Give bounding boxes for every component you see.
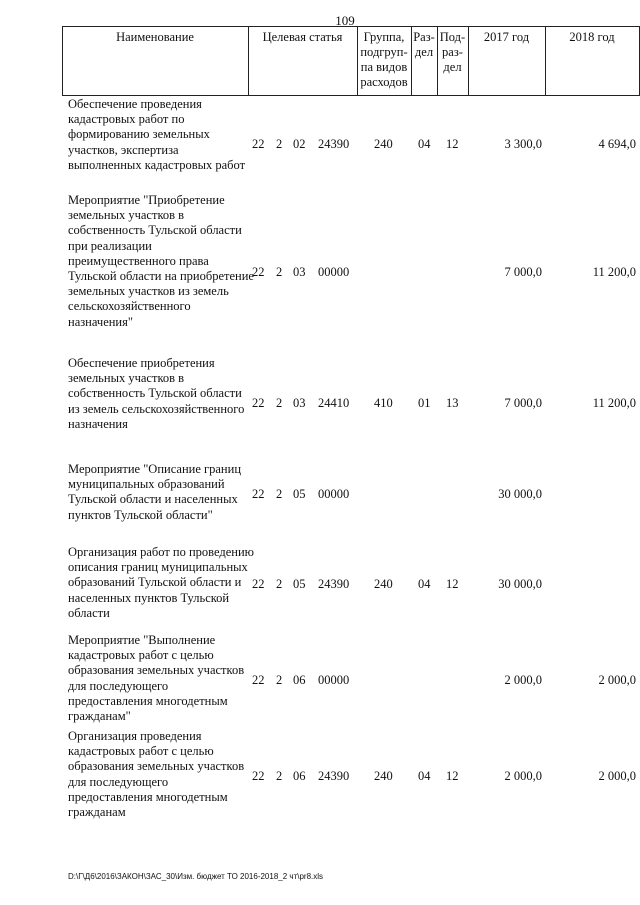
value-2018: 4 694,0 bbox=[598, 137, 636, 151]
target-code-4: 00000 bbox=[318, 673, 350, 687]
target-code-4: 24390 bbox=[318, 137, 350, 151]
value-2018: 11 200,0 bbox=[592, 396, 636, 410]
row-name: Обеспечение проведения кадастровых работ по формированию земельных участков, экспертиза выполненных кадастровых работ bbox=[68, 97, 246, 172]
target-code-3: 05 bbox=[293, 487, 306, 501]
group-code: 240 bbox=[374, 577, 393, 591]
target-code-1: 22 bbox=[252, 577, 265, 591]
table-row bbox=[0, 633, 640, 728]
header-subsection-line: Под- bbox=[439, 30, 466, 44]
row-name: Организация проведения кадастровых работ с целью образования земельных участков для последующего предоставления многодетным гражданам bbox=[68, 729, 245, 820]
row-name: Мероприятие "Приобретение земельных участков в собственность Тульской области при реализации преимущественного права Тульской области на приобретение земельных участков из земель сельскохозяйственного назначения" bbox=[68, 193, 254, 329]
value-2017: 2 000,0 bbox=[504, 673, 542, 687]
target-code-3: 03 bbox=[293, 265, 306, 279]
target-code-3: 06 bbox=[293, 769, 306, 783]
target-code-4: 00000 bbox=[318, 265, 350, 279]
section-code: 04 bbox=[418, 577, 431, 591]
target-code-2: 2 bbox=[276, 769, 283, 783]
subsection-code: 12 bbox=[446, 577, 459, 591]
header-name: Наименование bbox=[116, 30, 194, 44]
header-group-line: Группа, bbox=[363, 30, 405, 44]
section-code: 04 bbox=[418, 137, 431, 151]
value-2017: 30 000,0 bbox=[498, 577, 542, 591]
target-code-1: 22 bbox=[252, 137, 265, 151]
header-group-line: па видов bbox=[360, 60, 408, 74]
value-2017: 7 000,0 bbox=[504, 265, 542, 279]
target-code-2: 2 bbox=[276, 396, 283, 410]
value-2017: 7 000,0 bbox=[504, 396, 542, 410]
value-2017: 2 000,0 bbox=[504, 769, 542, 783]
group-code: 240 bbox=[374, 137, 393, 151]
group-code: 240 bbox=[374, 769, 393, 783]
target-code-2: 2 bbox=[276, 487, 283, 501]
header-2017: 2017 год bbox=[483, 30, 530, 44]
value-2018: 2 000,0 bbox=[598, 673, 636, 687]
target-code-2: 2 bbox=[276, 265, 283, 279]
header-top-border bbox=[62, 26, 640, 27]
target-code-1: 22 bbox=[252, 265, 265, 279]
target-code-1: 22 bbox=[252, 487, 265, 501]
value-2017: 3 300,0 bbox=[504, 137, 542, 151]
row-name: Мероприятие "Описание границ муниципальных образований Тульской области и населенных пунктов Тульской области" bbox=[68, 462, 242, 522]
subsection-code: 12 bbox=[446, 769, 459, 783]
page-number: 109 bbox=[335, 13, 355, 28]
target-code-4: 24410 bbox=[318, 396, 350, 410]
target-code-1: 22 bbox=[252, 769, 265, 783]
value-2018: 2 000,0 bbox=[598, 769, 636, 783]
value-2018: 11 200,0 bbox=[592, 265, 636, 279]
header-subsection-line: дел bbox=[443, 60, 462, 74]
subsection-code: 12 bbox=[446, 137, 459, 151]
target-code-1: 22 bbox=[252, 673, 265, 687]
target-code-2: 2 bbox=[276, 137, 283, 151]
header-subsection-line: раз- bbox=[442, 45, 463, 59]
header-bottom-border bbox=[62, 95, 640, 96]
table-row bbox=[0, 97, 640, 192]
header-subsection bbox=[437, 30, 468, 75]
header-2018: 2018 год bbox=[569, 30, 615, 44]
header-group-line: расходов bbox=[360, 75, 408, 89]
table-row bbox=[0, 193, 640, 355]
value-2017: 30 000,0 bbox=[498, 487, 542, 501]
target-code-4: 24390 bbox=[318, 577, 350, 591]
target-code-3: 06 bbox=[293, 673, 306, 687]
target-code-4: 00000 bbox=[318, 487, 350, 501]
target-code-2: 2 bbox=[276, 673, 283, 687]
target-code-2: 2 bbox=[276, 577, 283, 591]
row-name: Обеспечение приобретения земельных участков в собственность Тульской области из земель сельскохозяйственного назначения bbox=[68, 356, 245, 431]
section-code: 04 bbox=[418, 769, 431, 783]
row-name: Мероприятие "Выполнение кадастровых работ с целью образования земельных участков для последующего предоставления многодетным гражданам" bbox=[68, 633, 245, 724]
target-code-4: 24390 bbox=[318, 769, 350, 783]
table-row bbox=[0, 462, 640, 542]
target-code-3: 03 bbox=[293, 396, 306, 410]
target-code-1: 22 bbox=[252, 396, 265, 410]
subsection-code: 13 bbox=[446, 396, 459, 410]
file-path-footer: D:\Г\Д6\2016\ЗАКОН\ЗАС_30\Изм. бюджет ТО 2016-2018_2 чт\pr8.xls bbox=[68, 872, 324, 881]
target-code-3: 02 bbox=[293, 137, 306, 151]
table-row bbox=[0, 356, 640, 456]
header-target: Целевая статья bbox=[262, 30, 343, 44]
row-name: Организация работ по проведению описания границ муниципальных образований Тульской области и населенных пунктов Тульской области bbox=[68, 545, 254, 620]
table-row bbox=[0, 545, 640, 625]
table-row bbox=[0, 729, 640, 829]
header-section bbox=[411, 30, 437, 60]
group-code: 410 bbox=[374, 396, 393, 410]
header-group bbox=[357, 30, 411, 90]
target-code-3: 05 bbox=[293, 577, 306, 591]
header-section-line: дел bbox=[414, 45, 434, 59]
header-group-line: подгруп- bbox=[360, 45, 408, 59]
section-code: 01 bbox=[418, 396, 431, 410]
header-section-line: Раз- bbox=[413, 30, 435, 44]
